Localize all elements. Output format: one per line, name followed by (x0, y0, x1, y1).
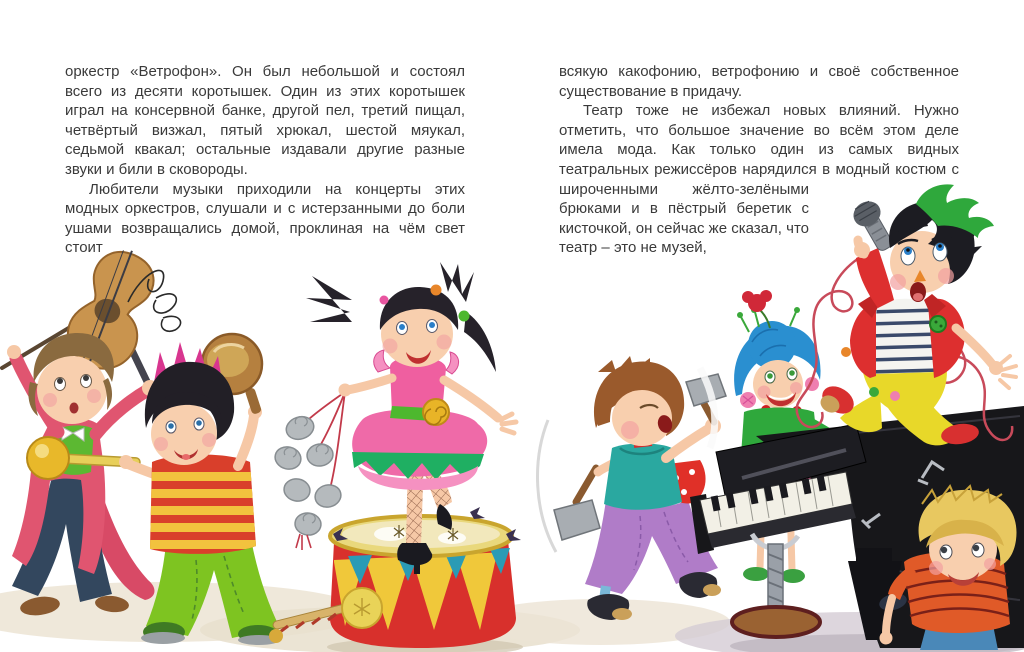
left-paragraph-2: Любители музыки приходили на концерты этих модных оркестров, слушали и с истерзанными до боли ушами возвращались домой, проклиная на чём свет стоит (65, 180, 465, 257)
boy-with-hammers (538, 356, 726, 620)
right-page-text (559, 62, 959, 258)
text-wrap-spacer (809, 180, 959, 242)
left-page-text (65, 62, 465, 258)
right-paragraph-1: всякую какофонию, ветрофонию и своё собственное существование в придачу. (559, 63, 959, 100)
right-paragraph-2 (559, 101, 959, 258)
drum (327, 507, 523, 652)
right-paragraph-2-text: Театр тоже не избежал новых влияний. Нужно отметить, что большое значение во всём этом деле имела мода. Как только один из самых видных театральных режиссёров нарядился в модный костюм с широченными жёлто-зелёными брюками и в пёстрый беретик с кисточкой, он сейчас же сказал, что театр – это не музей, (559, 102, 959, 257)
left-paragraph-1: оркестр «Ветрофон». Он был небольшой и состоял всего из десяти коротышек. Один из этих коротышек играл на консервной банке, другой пел, третий пищал, четвёртый визжал, пятый хрюкал, шестой мяукал, седьмой квакал; остальные издавали другие разные звуки и били в сковороды. (65, 63, 465, 178)
tin-lid-garland (273, 392, 345, 550)
hammer-down (554, 468, 600, 540)
